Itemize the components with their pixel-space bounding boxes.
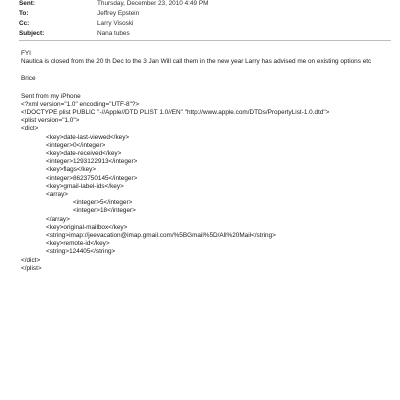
xml-line: <key>date-last-viewed</key> — [46, 133, 130, 141]
subject-row — [19, 29, 391, 39]
xml-line: </plist> — [21, 264, 42, 272]
to-label: To: — [19, 10, 29, 17]
sent-row — [19, 0, 391, 9]
email-header — [19, 0, 391, 41]
xml-line: <key>flags</key> — [46, 166, 97, 174]
xml-line: <string>imap://jeevacation@imap.gmail.com/%5BGmail%5D/All%20Mail</string> — [46, 232, 276, 240]
xml-line: <integer>1293122913</integer> — [46, 158, 138, 166]
fyi-line: FYI — [21, 50, 31, 57]
plist-xml-block — [21, 101, 381, 273]
to-row — [19, 9, 391, 19]
cc-label: Cc: — [19, 20, 30, 27]
to-value: Jeffrey Epstein — [97, 10, 140, 17]
email-body — [21, 50, 381, 273]
cc-value: Larry Visoski — [97, 20, 134, 27]
subject-label: Subject: — [19, 30, 45, 37]
message-text: Nautica is closed from the 20 th Dec to the 3 Jan Will call them in the new year Larry has advised me on existing options etc — [21, 58, 372, 66]
sent-label: Sent: — [19, 0, 35, 7]
xml-line: <!DOCTYPE plist PUBLIC "-//Apple//DTD PLIST 1.0//EN" "http://www.apple.com/DTDs/PropertyList-1.0.dtd"> — [21, 109, 330, 117]
header-divider — [19, 40, 391, 41]
signature: Brice — [21, 75, 36, 83]
sent-value: Thursday, December 23, 2010 4:49 PM — [97, 0, 209, 7]
spacer — [21, 66, 381, 75]
xml-line: <integer>8623750145</integer> — [46, 174, 138, 182]
spacer — [21, 84, 381, 93]
xml-line: <key>original-mailbox</key> — [46, 223, 128, 231]
xml-line: </array> — [46, 215, 70, 223]
xml-line: <string>124405</string> — [46, 248, 116, 256]
xml-line: <key>gmail-label-ids</key> — [46, 182, 124, 190]
xml-line: <integer>18</integer> — [73, 207, 136, 215]
xml-line: <integer>0</integer> — [46, 141, 106, 149]
xml-line: <?xml version="1.0" encoding="UTF-8"?> — [21, 100, 140, 108]
xml-line: <plist version="1.0"> — [21, 117, 80, 125]
xml-line: <integer>5</integer> — [73, 199, 133, 207]
sent-from-line: Sent from my iPhone — [21, 92, 81, 100]
xml-line: <key>date-received</key> — [46, 150, 122, 158]
subject-value: Nana tubes — [97, 30, 130, 37]
xml-line: <array> — [46, 191, 69, 199]
xml-line: </dict> — [21, 256, 41, 264]
xml-line: <dict> — [21, 125, 39, 133]
cc-row — [19, 19, 391, 29]
xml-line: <key>remote-id</key> — [46, 240, 110, 248]
